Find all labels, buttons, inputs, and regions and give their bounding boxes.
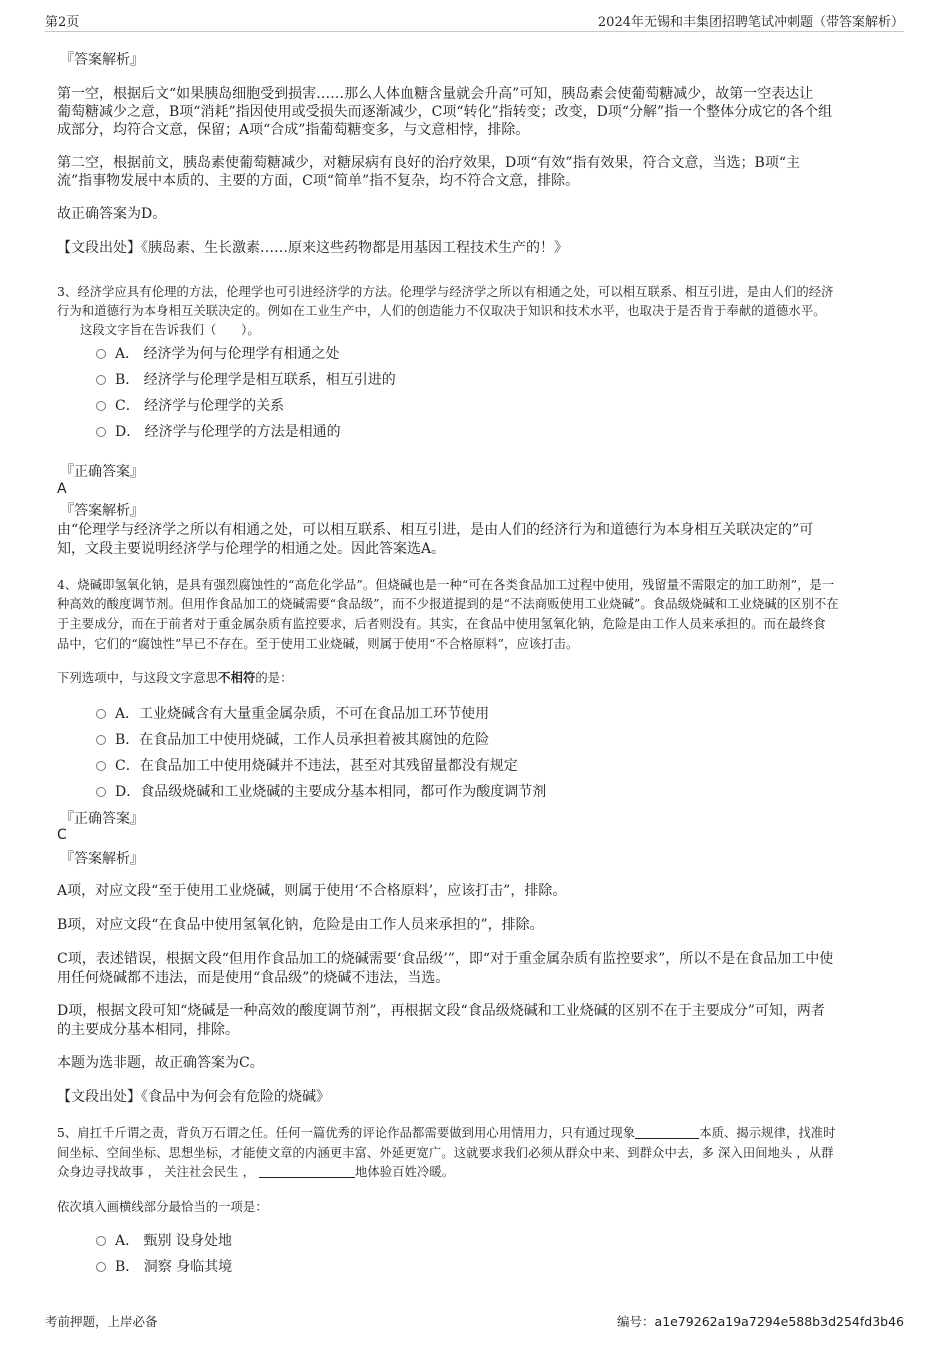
page-header — [45, 9, 904, 32]
q3-analysis-heading: 『答案解析』 — [60, 503, 144, 519]
q2-conclusion: 故正确答案为D。 — [57, 206, 167, 222]
q4-conclusion: 本题为选非题，故正确答案为C。 — [57, 1055, 264, 1071]
q5-stem-line1: 5、肩扛千斤谓之责，背负万石谓之任。任何一篇优秀的评论作品都需要做到用心用情用力，只有通过现象 本质、揭示规律，找准时 — [57, 1126, 836, 1140]
q4-analysis-c-line2: 用任何烧碱都不违法，而是使用“食品级”的烧碱不违法，当选。 — [57, 970, 450, 986]
q2-source: 【文段出处】《胰岛素、生长激素……原来这些药物都是用基因工程技术生产的！》 — [57, 240, 568, 256]
q4-option-d[interactable]: D．食品级烧碱和工业烧碱的主要成分基本相同，都可作为酸度调节剂 — [96, 781, 546, 801]
q3-stem-line2: 行为和道德行为本身相互关联决定的。例如在工业生产中，人们的创造能力不仅取决于知识和技术水平，也取决于是否肯于奉献的道德水平。 — [57, 304, 826, 318]
document-id: 编号：a1e79262a19a7294e588b3d254fd3b46 — [617, 1314, 904, 1329]
q2-para1-line2: 葡萄糖减少之意，B项“消耗”指因使用或受损失而逐渐减少，C项“转化”指转变；改变，D项“分解”指一个整体分成它的各个组 — [57, 104, 833, 120]
fill-blank-2[interactable] — [259, 1165, 355, 1178]
q4-stem-line1: 4、烧碱即氢氧化钠，是具有强烈腐蚀性的“高危化学品”。但烧碱也是一种“可在各类食品加工过程中使用，残留量不需限定的加工助剂”，是一 — [57, 578, 835, 592]
q3-option-c[interactable]: C． 经济学与伦理学的关系 — [96, 395, 284, 415]
radio-icon[interactable] — [96, 761, 106, 771]
radio-icon[interactable] — [96, 375, 106, 385]
q3-option-d[interactable]: D． 经济学与伦理学的方法是相通的 — [96, 421, 341, 441]
q4-option-b[interactable]: B．在食品加工中使用烧碱，工作人员承担着被其腐蚀的危险 — [96, 729, 489, 749]
radio-icon[interactable] — [96, 401, 106, 411]
q3-answer: A — [57, 481, 67, 497]
q2-analysis-heading: 『答案解析』 — [60, 52, 144, 68]
q2-para2-line1: 第二空，根据前文，胰岛素使葡萄糖减少，对糖尿病有良好的治疗效果，D项“有效”指有效果，符合文意，当选；B项“主 — [57, 155, 800, 171]
q4-answer: C — [57, 827, 67, 843]
q2-para1-line3: 成部分，均符合文意，保留；A项“合成”指葡萄糖变多，与文意相悖，排除。 — [57, 122, 530, 138]
q5-stem-line3: 众身边寻找故事 ， 关注社会民生 ， 地体验百姓冷暖。 — [57, 1165, 455, 1179]
footer-slogan: 考前押题，上岸必备 — [45, 1314, 158, 1329]
q5-prompt: 依次填入画横线部分最恰当的一项是： — [57, 1200, 268, 1214]
q2-para1-line1: 第一空，根据后文“如果胰岛细胞受到损害……那么人体血糖含量就会升高”可知，胰岛素会使葡萄糖减少，故第一空表达让 — [57, 86, 814, 102]
radio-icon[interactable] — [96, 427, 106, 437]
q2-para2-line2: 流”指事物发展中本质的、主要的方面，C项“简单”指不复杂，均不符合文意，排除。 — [57, 173, 580, 189]
q4-analysis-c-line1: C项，表述错误，根据文段“但用作食品加工的烧碱需要‘食品级’”，即“对于重金属杂质有监控要求”，所以不是在食品加工中使 — [57, 951, 834, 967]
q4-source: 【文段出处】《食品中为何会有危险的烧碱》 — [57, 1089, 330, 1105]
q4-analysis-heading: 『答案解析』 — [60, 851, 144, 867]
q3-correct-heading: 『正确答案』 — [60, 464, 144, 480]
q5-stem-line2: 间坐标、空间坐标、思想坐标，才能使文章的内涵更丰富、外延更宽广。这就要求我们必须从群众中来、到群众中去，多 深入田间地头 ，从群 — [57, 1146, 834, 1160]
q4-analysis-d-line1: D项，根据文段可知“烧碱是一种高效的酸度调节剂”，再根据文段“食品级烧碱和工业烧碱的区别不在于主要成分”可知，两者 — [57, 1003, 825, 1019]
radio-icon[interactable] — [96, 349, 106, 359]
q4-analysis-d-line2: 的主要成分基本相同，排除。 — [57, 1022, 239, 1038]
q3-option-b[interactable]: B． 经济学与伦理学是相互联系，相互引进的 — [96, 369, 396, 389]
q4-option-c[interactable]: C．在食品加工中使用烧碱并不违法，甚至对其残留量都没有规定 — [96, 755, 518, 775]
radio-icon[interactable] — [96, 787, 106, 797]
q5-option-a[interactable]: A． 甄别 设身处地 — [96, 1230, 232, 1250]
q4-option-a[interactable]: A．工业烧碱含有大量重金属杂质，不可在食品加工环节使用 — [96, 703, 489, 723]
q4-stem-line3: 于主要成分，而在于前者对于重金属杂质有监控要求，后者则没有。其实，在食品中使用氢氧化钠，危险是由工作人员来承担的。而在最终食 — [57, 617, 826, 631]
q4-correct-heading: 『正确答案』 — [60, 811, 144, 827]
q3-analysis-line1: 由“伦理学与经济学之所以有相通之处，可以相互联系、相互引进，是由人们的经济行为和道德行为本身相互关联决定的”可 — [57, 522, 814, 538]
q3-stem-line3: 这段文字旨在告诉我们（ ）。 — [80, 323, 260, 337]
q4-stem-line4: 品中，它们的“腐蚀性”早已不存在。至于使用工业烧碱，则属于使用“不合格原料”，应该打击。 — [57, 637, 579, 651]
document-title: 2024年无锡和丰集团招聘笔试冲刺题（带答案解析） — [597, 15, 904, 30]
q5-option-b[interactable]: B． 洞察 身临其境 — [96, 1256, 232, 1276]
q3-analysis-line2: 知，文段主要说明经济学与伦理学的相通之处。因此答案选A。 — [57, 541, 446, 557]
fill-blank-1[interactable] — [635, 1126, 699, 1139]
q3-option-a[interactable]: A． 经济学为何与伦理学有相通之处 — [96, 343, 340, 363]
radio-icon[interactable] — [96, 1236, 106, 1246]
q3-stem-line1: 3、经济学应具有伦理的方法，伦理学也可引进经济学的方法。伦理学与经济学之所以有相通之处，可以相互联系、相互引进，是由人们的经济 — [57, 285, 834, 299]
q4-analysis-a: A项，对应文段“至于使用工业烧碱，则属于使用‘不合格原料’，应该打击”，排除。 — [57, 883, 567, 899]
page-number: 第2页 — [45, 15, 80, 30]
radio-icon[interactable] — [96, 1262, 106, 1272]
radio-icon[interactable] — [96, 735, 106, 745]
q4-prompt: 下列选项中，与这段文字意思不相符的是： — [57, 670, 293, 685]
q4-stem-line2: 种高效的酸度调节剂。但用作食品加工的烧碱需要“食品级”，而不少报道提到的是“不法商贩使用工业烧碱”。食品级烧碱和工业烧碱的区别不在 — [57, 597, 839, 611]
radio-icon[interactable] — [96, 709, 106, 719]
q4-analysis-b: B项，对应文段“在食品中使用氢氧化钠，危险是由工作人员来承担的”，排除。 — [57, 917, 544, 933]
